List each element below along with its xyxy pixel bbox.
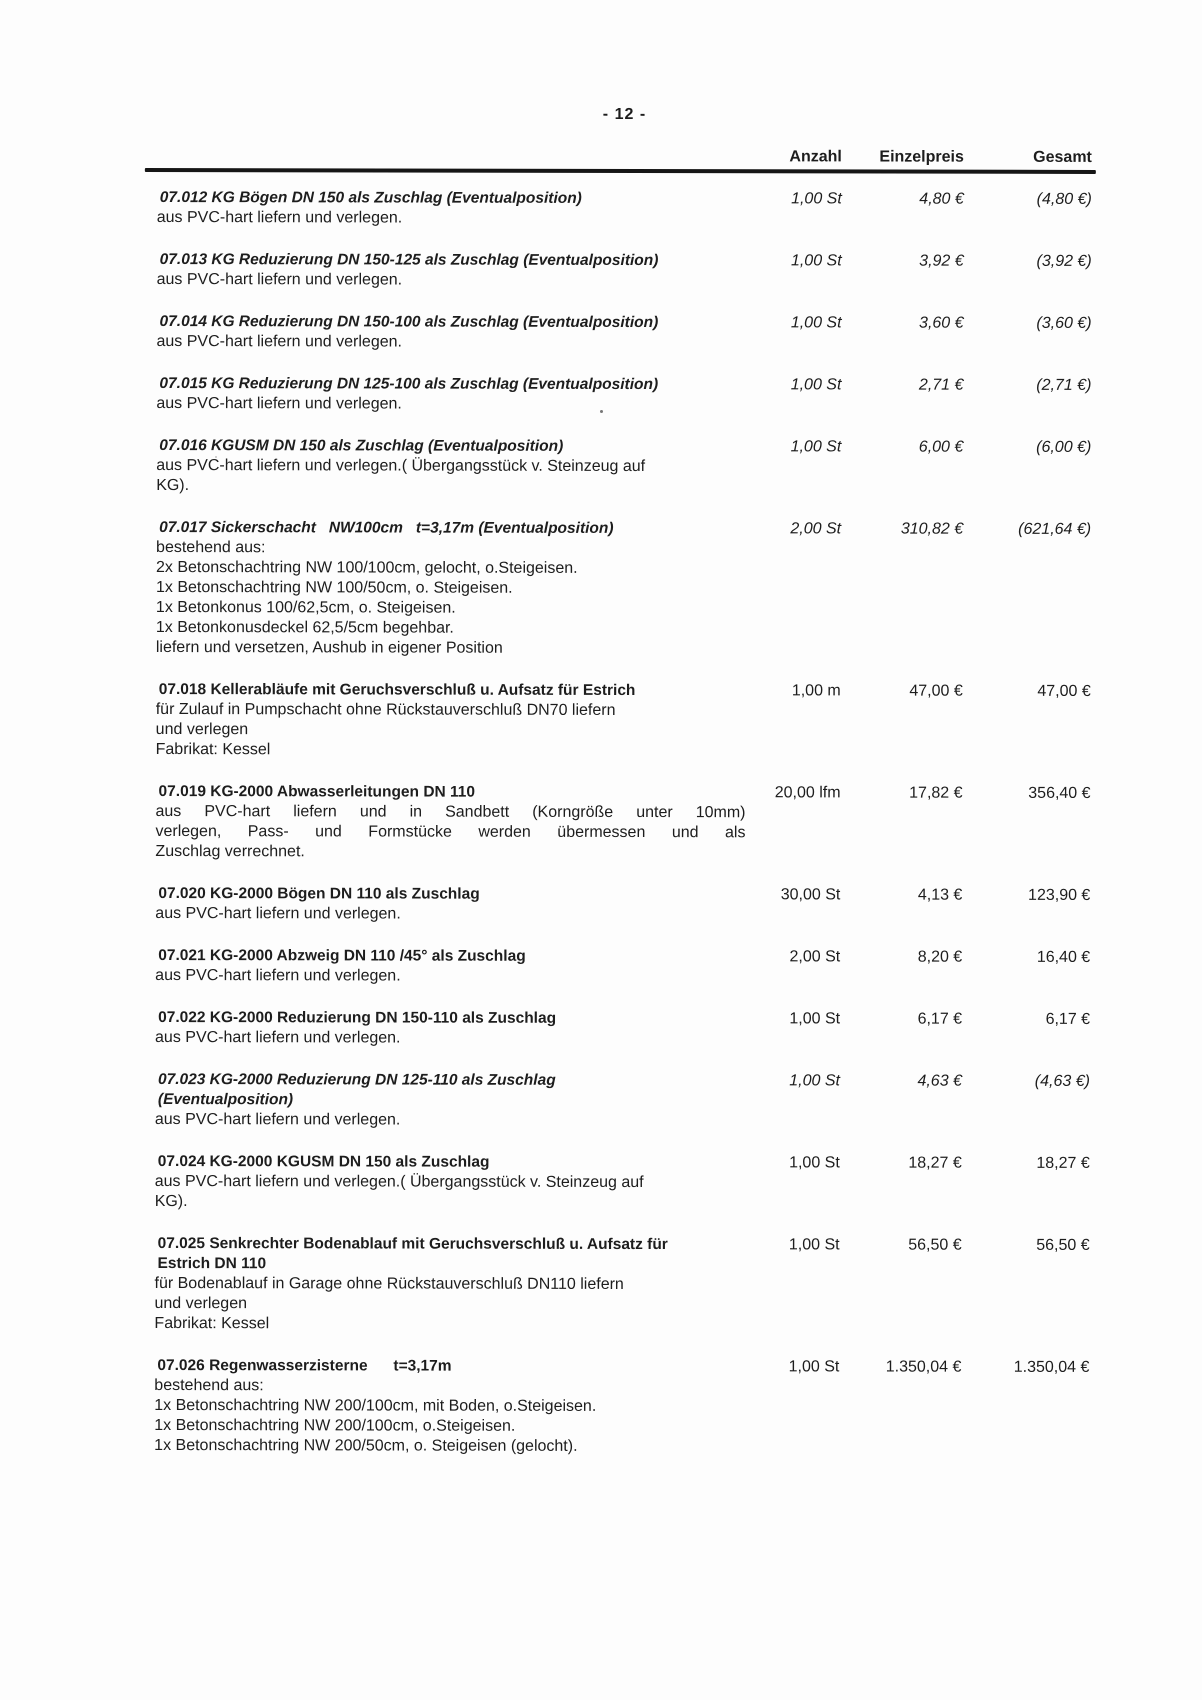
item-total: 18,27 € xyxy=(1036,1154,1090,1172)
line-item xyxy=(156,518,1091,660)
column-header-position xyxy=(157,146,747,167)
item-title-line: 07.023 KG-2000 Reduzierung DN 125-110 als Zuschlag xyxy=(157,1071,556,1089)
item-quantity: 1,00 St xyxy=(791,190,842,208)
item-title xyxy=(157,250,747,271)
item-title xyxy=(157,188,747,209)
item-quantity: 1,00 St xyxy=(788,1236,840,1254)
item-total: (3,92 €) xyxy=(1036,252,1092,270)
item-description xyxy=(157,208,747,229)
item-quantity: 1,00 St xyxy=(789,1072,840,1090)
item-description xyxy=(155,1028,745,1049)
item-quantity: 1,00 St xyxy=(790,438,842,456)
item-quantity: 2,00 St xyxy=(789,948,841,966)
item-unit-price: 4,80 € xyxy=(919,190,964,208)
item-text-block xyxy=(156,518,746,659)
item-total: 356,40 € xyxy=(1028,784,1091,802)
item-text-block xyxy=(155,782,745,863)
scan-speck xyxy=(600,410,603,413)
item-title xyxy=(156,436,746,457)
line-item xyxy=(155,782,1090,864)
item-description-line: 2x Betonschachtring NW 100/100cm, gelocht, o.Steigeisen. xyxy=(156,558,578,577)
item-description xyxy=(154,1376,744,1457)
item-title-line: 07.017 Sickerschacht NW100cm t=3,17m (Eventualposition) xyxy=(159,519,614,537)
item-title-line: 07.015 KG Reduzierung DN 125-100 als Zuschlag (Eventualposition) xyxy=(159,375,659,394)
items-list xyxy=(154,188,1092,1458)
item-text-block xyxy=(156,436,746,497)
item-title xyxy=(155,946,745,967)
item-unit-price: 17,82 € xyxy=(909,784,963,802)
item-title-line: 07.021 KG-2000 Abzweig DN 110 /45° als Zuschlag xyxy=(158,947,526,965)
item-description-line: 1x Betonschachtring NW 100/50cm, o. Steigeisen. xyxy=(155,578,513,597)
item-description xyxy=(155,1172,745,1213)
item-total: 123,90 € xyxy=(1028,886,1091,904)
item-description-line: 1x Betonkonus 100/62,5cm, o. Steigeisen. xyxy=(155,598,456,617)
item-description-line: KG). xyxy=(156,476,190,495)
line-item xyxy=(155,1152,1090,1214)
item-quantity: 1,00 St xyxy=(788,1358,840,1376)
item-quantity: 1,00 St xyxy=(790,314,842,332)
item-total: 56,50 € xyxy=(1036,1236,1090,1254)
item-description xyxy=(155,966,745,987)
item-text-block xyxy=(154,1356,744,1457)
scan-speck xyxy=(215,456,217,458)
item-text-block xyxy=(154,1234,744,1335)
item-total: (4,80 €) xyxy=(1036,190,1092,208)
item-description-line: 1x Betonschachtring NW 200/50cm, o. Steigeisen (gelocht). xyxy=(154,1436,578,1455)
item-description-line: aus PVC-hart liefern und verlegen. xyxy=(154,1110,401,1129)
item-total: (2,71 €) xyxy=(1036,376,1092,394)
item-title xyxy=(156,374,746,395)
page-number: - 12 - xyxy=(602,105,647,124)
item-description-line: 1x Betonschachtring NW 200/100cm, mit Boden, o.Steigeisen. xyxy=(154,1396,597,1415)
line-item xyxy=(157,250,1092,292)
item-description-line: verlegen, Pass- und Formstücke werden übermessen und als xyxy=(155,822,746,842)
item-quantity: 1,00 St xyxy=(789,1010,841,1028)
item-description-line: aus PVC-hart liefern und verlegen. xyxy=(156,208,403,227)
item-title xyxy=(155,1070,745,1111)
item-description-line: Fabrikat: Kessel xyxy=(155,740,271,759)
item-unit-price: 4,63 € xyxy=(917,1072,962,1090)
item-description xyxy=(156,332,746,353)
item-description-line: und verlegen xyxy=(155,720,249,739)
item-title xyxy=(155,884,745,905)
item-text-block xyxy=(155,884,745,925)
item-title-line: 07.024 KG-2000 KGUSM DN 150 als Zuschlag xyxy=(157,1153,490,1171)
item-total: 6,17 € xyxy=(1045,1010,1091,1028)
item-quantity: 1,00 m xyxy=(791,682,841,700)
item-text-block xyxy=(155,1152,745,1213)
item-title xyxy=(156,518,746,539)
item-text-block xyxy=(156,680,746,761)
item-unit-price: 18,27 € xyxy=(908,1154,962,1172)
item-total: (6,00 €) xyxy=(1036,438,1092,456)
item-description-line: 1x Betonkonusdeckel 62,5/5cm begehbar. xyxy=(155,618,454,637)
line-item xyxy=(155,1070,1090,1132)
item-title-line: 07.019 KG-2000 Abwasserleitungen DN 110 xyxy=(158,783,476,801)
item-text-block xyxy=(155,1008,745,1049)
item-quantity: 1,00 St xyxy=(790,376,842,394)
item-title-line: 07.014 KG Reduzierung DN 150-100 als Zuschlag (Eventualposition) xyxy=(159,313,659,332)
item-description-line: 1x Betonschachtring NW 200/100cm, o.Steigeisen. xyxy=(154,1416,516,1435)
item-description-line: aus PVC-hart liefern und verlegen.( Übergangsstück v. Steinzeug auf xyxy=(154,1172,644,1192)
item-title xyxy=(154,1356,744,1377)
item-description-line: aus PVC-hart liefern und verlegen. xyxy=(155,904,401,923)
item-description-line: aus PVC-hart liefern und verlegen. xyxy=(155,1028,401,1047)
item-total: (621,64 €) xyxy=(1018,520,1092,538)
table-header-row xyxy=(157,146,1092,168)
item-title-line: Estrich DN 110 xyxy=(157,1255,267,1273)
item-title xyxy=(155,1234,745,1275)
page-content xyxy=(154,104,1092,1480)
item-description-line: aus PVC-hart liefern und verlegen. xyxy=(155,966,401,985)
item-title-line: 07.012 KG Bögen DN 150 als Zuschlag (Eventualposition) xyxy=(159,189,582,207)
item-description-line: aus PVC-hart liefern und verlegen. xyxy=(156,270,403,289)
line-item xyxy=(157,188,1092,230)
line-item xyxy=(156,436,1091,498)
item-quantity: 20,00 lfm xyxy=(774,784,841,802)
item-unit-price: 3,92 € xyxy=(919,252,964,270)
item-unit-price: 56,50 € xyxy=(908,1236,962,1254)
item-description xyxy=(155,1110,745,1131)
item-total: 47,00 € xyxy=(1037,682,1091,700)
item-description-line: aus PVC-hart liefern und verlegen.( Übergangsstück v. Steinzeug auf xyxy=(156,456,646,476)
item-unit-price: 2,71 € xyxy=(918,376,964,394)
item-title-line: (Eventualposition) xyxy=(157,1091,294,1109)
item-title-line: 07.025 Senkrechter Bodenablauf mit Geruchsverschluß u. Aufsatz für xyxy=(157,1235,668,1254)
line-item xyxy=(155,946,1090,988)
item-title-line: 07.026 Regenwasserzisterne t=3,17m xyxy=(157,1357,452,1375)
item-description xyxy=(156,394,746,415)
line-item xyxy=(154,1356,1089,1458)
item-title-line: 07.020 KG-2000 Bögen DN 110 als Zuschlag xyxy=(158,885,480,903)
line-item xyxy=(156,680,1091,762)
item-title xyxy=(156,782,746,803)
item-title xyxy=(155,1152,745,1173)
item-unit-price: 310,82 € xyxy=(900,520,964,538)
item-description xyxy=(156,456,746,497)
item-title-line: 07.018 Kellerabläufe mit Geruchsverschluß u. Aufsatz für Estrich xyxy=(158,681,636,700)
item-title xyxy=(157,312,747,333)
item-title-line: 07.022 KG-2000 Reduzierung DN 150-110 als Zuschlag xyxy=(158,1009,557,1027)
item-text-block xyxy=(155,946,745,987)
item-description-line: für Bodenablauf in Garage ohne Rückstauverschluß DN110 liefern xyxy=(154,1274,624,1293)
item-unit-price: 47,00 € xyxy=(909,682,963,700)
item-unit-price: 6,17 € xyxy=(917,1010,963,1028)
column-header-einzelpreis: Einzelpreis xyxy=(879,148,964,166)
item-description xyxy=(155,802,745,863)
item-quantity: 2,00 St xyxy=(790,520,842,538)
item-description xyxy=(155,904,745,925)
item-text-block xyxy=(156,312,746,353)
column-header-anzahl: Anzahl xyxy=(789,148,842,166)
item-description-line: aus PVC-hart liefern und verlegen. xyxy=(156,332,402,351)
line-item xyxy=(154,1234,1089,1336)
item-description xyxy=(154,1274,744,1335)
column-header-gesamt: Gesamt xyxy=(1033,148,1092,166)
item-title xyxy=(156,680,746,701)
item-quantity: 30,00 St xyxy=(780,886,841,904)
item-text-block xyxy=(156,374,746,415)
item-total: 1.350,04 € xyxy=(1013,1358,1090,1376)
line-item xyxy=(155,884,1090,926)
item-description-line: Zuschlag verrechnet. xyxy=(155,842,305,861)
item-description-line: für Zulauf in Pumpschacht ohne Rückstauverschluß DN70 liefern xyxy=(155,700,616,719)
item-description-line: aus PVC-hart liefern und in Sandbett (Korngröße unter 10mm) xyxy=(155,802,746,822)
line-item xyxy=(156,312,1091,354)
item-total: 16,40 € xyxy=(1036,948,1091,966)
item-quantity: 1,00 St xyxy=(790,252,842,270)
item-unit-price: 4,13 € xyxy=(917,886,963,904)
item-description xyxy=(157,270,747,291)
item-quantity: 1,00 St xyxy=(789,1154,840,1172)
item-title-line: 07.016 KGUSM DN 150 als Zuschlag (Eventualposition) xyxy=(159,437,564,455)
item-description-line: liefern und versetzen, Aushub in eigener Position xyxy=(155,638,503,657)
item-unit-price: 1.350,04 € xyxy=(885,1358,962,1376)
item-text-block xyxy=(155,1070,745,1131)
item-description-line: bestehend aus: xyxy=(156,538,266,557)
item-description-line: KG). xyxy=(154,1192,188,1211)
item-title-line: 07.013 KG Reduzierung DN 150-125 als Zuschlag (Eventualposition) xyxy=(159,251,659,270)
item-description-line: und verlegen xyxy=(154,1294,248,1313)
item-total: (3,60 €) xyxy=(1036,314,1092,332)
item-unit-price: 8,20 € xyxy=(917,948,963,966)
item-text-block xyxy=(157,188,747,229)
item-description xyxy=(156,700,746,761)
line-item xyxy=(155,1008,1090,1050)
item-title xyxy=(155,1008,745,1029)
line-item xyxy=(156,374,1091,416)
item-total: (4,63 €) xyxy=(1034,1072,1090,1090)
item-description xyxy=(156,538,746,659)
item-description-line: aus PVC-hart liefern und verlegen. xyxy=(156,394,402,413)
item-description-line: bestehend aus: xyxy=(154,1376,264,1395)
item-text-block xyxy=(157,250,747,291)
item-description-line: Fabrikat: Kessel xyxy=(154,1314,270,1333)
item-unit-price: 6,00 € xyxy=(918,438,964,456)
item-unit-price: 3,60 € xyxy=(919,314,964,332)
header-rule xyxy=(145,168,1096,174)
